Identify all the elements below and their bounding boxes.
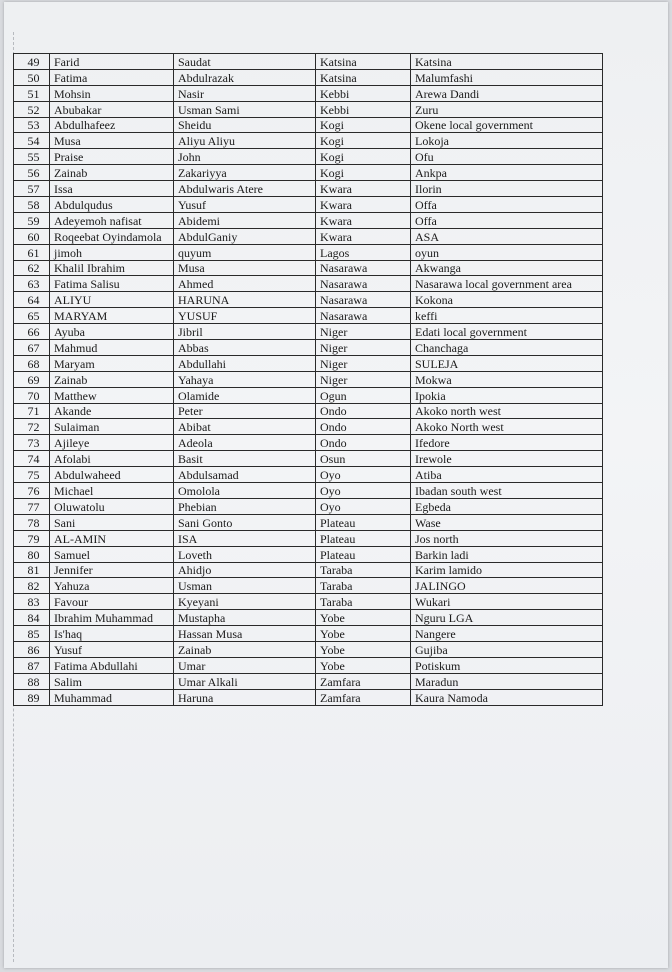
row-number-cell: 61 (14, 244, 50, 260)
row-number-cell: 64 (14, 292, 50, 308)
local-government-cell: Wase (411, 514, 603, 530)
last-name-cell: Sheidu (174, 117, 316, 133)
local-government-cell: Nangere (411, 626, 603, 642)
table-row (14, 403, 603, 419)
row-number-cell: 86 (14, 641, 50, 657)
local-government-cell: Ipokia (411, 387, 603, 403)
table-row (14, 85, 603, 101)
last-name-cell: Umar (174, 657, 316, 673)
first-name-cell: Fatima Abdullahi (50, 657, 174, 673)
state-cell: Kwara (316, 181, 411, 197)
state-cell: Ondo (316, 435, 411, 451)
table-row (14, 165, 603, 181)
table-row (14, 355, 603, 371)
first-name-cell: Roqeebat Oyindamola (50, 228, 174, 244)
table-row (14, 419, 603, 435)
last-name-cell: Basit (174, 451, 316, 467)
first-name-cell: Praise (50, 149, 174, 165)
table-row (14, 610, 603, 626)
table-row (14, 673, 603, 689)
local-government-cell: Chanchaga (411, 340, 603, 356)
table-row (14, 228, 603, 244)
state-cell: Oyo (316, 467, 411, 483)
state-cell: Nasarawa (316, 308, 411, 324)
state-cell: Taraba (316, 578, 411, 594)
local-government-cell: ASA (411, 228, 603, 244)
last-name-cell: ISA (174, 530, 316, 546)
row-number-cell: 68 (14, 355, 50, 371)
table-row (14, 546, 603, 562)
first-name-cell: Khalil Ibrahim (50, 260, 174, 276)
row-number-cell: 69 (14, 371, 50, 387)
local-government-cell: Offa (411, 197, 603, 213)
row-number-cell: 85 (14, 626, 50, 642)
last-name-cell: Zainab (174, 641, 316, 657)
row-number-cell: 78 (14, 514, 50, 530)
table-row (14, 435, 603, 451)
first-name-cell: Muhammad (50, 689, 174, 705)
last-name-cell: Adeola (174, 435, 316, 451)
first-name-cell: Issa (50, 181, 174, 197)
table-row (14, 133, 603, 149)
last-name-cell: Peter (174, 403, 316, 419)
first-name-cell: Maryam (50, 355, 174, 371)
row-number-cell: 58 (14, 197, 50, 213)
local-government-cell: Edati local government (411, 324, 603, 340)
row-number-cell: 57 (14, 181, 50, 197)
state-cell: Zamfara (316, 689, 411, 705)
last-name-cell: Abdulsamad (174, 467, 316, 483)
last-name-cell: Abdulwaris Atere (174, 181, 316, 197)
state-cell: Kebbi (316, 85, 411, 101)
table-row (14, 69, 603, 85)
first-name-cell: Fatima (50, 69, 174, 85)
state-cell: Yobe (316, 641, 411, 657)
row-number-cell: 66 (14, 324, 50, 340)
local-government-cell: Ifedore (411, 435, 603, 451)
last-name-cell: Ahmed (174, 276, 316, 292)
row-number-cell: 59 (14, 212, 50, 228)
row-number-cell: 79 (14, 530, 50, 546)
table-row (14, 530, 603, 546)
row-number-cell: 71 (14, 403, 50, 419)
row-number-cell: 81 (14, 562, 50, 578)
table-row (14, 498, 603, 514)
table-row (14, 657, 603, 673)
local-government-cell: Kokona (411, 292, 603, 308)
state-cell: Kwara (316, 197, 411, 213)
local-government-cell: Karim lamido (411, 562, 603, 578)
local-government-cell: Irewole (411, 451, 603, 467)
table-row (14, 244, 603, 260)
row-number-cell: 74 (14, 451, 50, 467)
row-number-cell: 65 (14, 308, 50, 324)
local-government-cell: Wukari (411, 594, 603, 610)
row-number-cell: 50 (14, 69, 50, 85)
state-cell: Kogi (316, 133, 411, 149)
local-government-cell: JALINGO (411, 578, 603, 594)
local-government-cell: Ankpa (411, 165, 603, 181)
last-name-cell: Jibril (174, 324, 316, 340)
last-name-cell: Mustapha (174, 610, 316, 626)
table-row (14, 641, 603, 657)
state-cell: Oyo (316, 483, 411, 499)
row-number-cell: 83 (14, 594, 50, 610)
first-name-cell: Abdulhafeez (50, 117, 174, 133)
first-name-cell: Favour (50, 594, 174, 610)
local-government-cell: Gujiba (411, 641, 603, 657)
table-row (14, 387, 603, 403)
row-number-cell: 84 (14, 610, 50, 626)
row-number-cell: 60 (14, 228, 50, 244)
last-name-cell: Ahidjo (174, 562, 316, 578)
table-row (14, 626, 603, 642)
table-row (14, 594, 603, 610)
table-row (14, 562, 603, 578)
row-number-cell: 56 (14, 165, 50, 181)
first-name-cell: Sani (50, 514, 174, 530)
last-name-cell: Aliyu Aliyu (174, 133, 316, 149)
row-number-cell: 89 (14, 689, 50, 705)
state-cell: Niger (316, 340, 411, 356)
table-row (14, 149, 603, 165)
row-number-cell: 77 (14, 498, 50, 514)
state-cell: Taraba (316, 594, 411, 610)
last-name-cell: Hassan Musa (174, 626, 316, 642)
table-row (14, 514, 603, 530)
local-government-cell: keffi (411, 308, 603, 324)
first-name-cell: Matthew (50, 387, 174, 403)
last-name-cell: Haruna (174, 689, 316, 705)
first-name-cell: Is'haq (50, 626, 174, 642)
state-cell: Kogi (316, 149, 411, 165)
local-government-cell: Maradun (411, 673, 603, 689)
roster-body (14, 54, 603, 706)
first-name-cell: Zainab (50, 165, 174, 181)
table-row (14, 292, 603, 308)
roster-table (13, 53, 603, 706)
first-name-cell: Abubakar (50, 101, 174, 117)
state-cell: Yobe (316, 626, 411, 642)
last-name-cell: Usman (174, 578, 316, 594)
local-government-cell: Akwanga (411, 260, 603, 276)
last-name-cell: Sani Gonto (174, 514, 316, 530)
state-cell: Zamfara (316, 673, 411, 689)
last-name-cell: Abbas (174, 340, 316, 356)
document-page (4, 2, 668, 968)
last-name-cell: Kyeyani (174, 594, 316, 610)
table-row (14, 54, 603, 70)
table-row (14, 689, 603, 705)
local-government-cell: Jos north (411, 530, 603, 546)
local-government-cell: Akoko north west (411, 403, 603, 419)
state-cell: Kwara (316, 228, 411, 244)
row-number-cell: 62 (14, 260, 50, 276)
last-name-cell: AbdulGaniy (174, 228, 316, 244)
first-name-cell: Ayuba (50, 324, 174, 340)
first-name-cell: Yahuza (50, 578, 174, 594)
first-name-cell: Oluwatolu (50, 498, 174, 514)
local-government-cell: Ilorin (411, 181, 603, 197)
row-number-cell: 55 (14, 149, 50, 165)
row-number-cell: 53 (14, 117, 50, 133)
local-government-cell: Nasarawa local government area (411, 276, 603, 292)
row-number-cell: 51 (14, 85, 50, 101)
first-name-cell: Yusuf (50, 641, 174, 657)
first-name-cell: Mohsin (50, 85, 174, 101)
local-government-cell: Ibadan south west (411, 483, 603, 499)
last-name-cell: Yusuf (174, 197, 316, 213)
state-cell: Yobe (316, 610, 411, 626)
row-number-cell: 73 (14, 435, 50, 451)
first-name-cell: Abdulwaheed (50, 467, 174, 483)
local-government-cell: Atiba (411, 467, 603, 483)
row-number-cell: 49 (14, 54, 50, 70)
state-cell: Ondo (316, 419, 411, 435)
local-government-cell: Barkin ladi (411, 546, 603, 562)
row-number-cell: 75 (14, 467, 50, 483)
state-cell: Niger (316, 355, 411, 371)
row-number-cell: 72 (14, 419, 50, 435)
first-name-cell: Mahmud (50, 340, 174, 356)
first-name-cell: Ibrahim Muhammad (50, 610, 174, 626)
last-name-cell: Olamide (174, 387, 316, 403)
last-name-cell: Phebian (174, 498, 316, 514)
table-row (14, 117, 603, 133)
row-number-cell: 67 (14, 340, 50, 356)
state-cell: Niger (316, 371, 411, 387)
state-cell: Nasarawa (316, 260, 411, 276)
local-government-cell: Malumfashi (411, 69, 603, 85)
local-government-cell: Kaura Namoda (411, 689, 603, 705)
last-name-cell: Musa (174, 260, 316, 276)
local-government-cell: Lokoja (411, 133, 603, 149)
state-cell: Ogun (316, 387, 411, 403)
local-government-cell: Arewa Dandi (411, 85, 603, 101)
last-name-cell: Umar Alkali (174, 673, 316, 689)
state-cell: Plateau (316, 530, 411, 546)
state-cell: Oyo (316, 498, 411, 514)
state-cell: Kebbi (316, 101, 411, 117)
first-name-cell: ALIYU (50, 292, 174, 308)
local-government-cell: Akoko North west (411, 419, 603, 435)
first-name-cell: Sulaiman (50, 419, 174, 435)
table-row (14, 467, 603, 483)
first-name-cell: Jennifer (50, 562, 174, 578)
first-name-cell: Afolabi (50, 451, 174, 467)
row-number-cell: 80 (14, 546, 50, 562)
state-cell: Plateau (316, 546, 411, 562)
state-cell: Yobe (316, 657, 411, 673)
first-name-cell: Salim (50, 673, 174, 689)
last-name-cell: Yahaya (174, 371, 316, 387)
local-government-cell: Nguru LGA (411, 610, 603, 626)
row-number-cell: 63 (14, 276, 50, 292)
state-cell: Taraba (316, 562, 411, 578)
last-name-cell: Loveth (174, 546, 316, 562)
local-government-cell: Potiskum (411, 657, 603, 673)
table-row (14, 483, 603, 499)
local-government-cell: Offa (411, 212, 603, 228)
first-name-cell: MARYAM (50, 308, 174, 324)
last-name-cell: Nasir (174, 85, 316, 101)
row-number-cell: 52 (14, 101, 50, 117)
local-government-cell: SULEJA (411, 355, 603, 371)
first-name-cell: Fatima Salisu (50, 276, 174, 292)
row-number-cell: 70 (14, 387, 50, 403)
first-name-cell: Ajileye (50, 435, 174, 451)
last-name-cell: Abidemi (174, 212, 316, 228)
row-number-cell: 88 (14, 673, 50, 689)
last-name-cell: quyum (174, 244, 316, 260)
state-cell: Niger (316, 324, 411, 340)
first-name-cell: AL-AMIN (50, 530, 174, 546)
local-government-cell: Ofu (411, 149, 603, 165)
state-cell: Kwara (316, 212, 411, 228)
table-row (14, 371, 603, 387)
table-row (14, 212, 603, 228)
first-name-cell: Michael (50, 483, 174, 499)
last-name-cell: Abdulrazak (174, 69, 316, 85)
state-cell: Ondo (316, 403, 411, 419)
state-cell: Kogi (316, 165, 411, 181)
row-number-cell: 82 (14, 578, 50, 594)
table-row (14, 181, 603, 197)
state-cell: Katsina (316, 69, 411, 85)
local-government-cell: oyun (411, 244, 603, 260)
table-row (14, 101, 603, 117)
table-row (14, 260, 603, 276)
first-name-cell: Farid (50, 54, 174, 70)
state-cell: Nasarawa (316, 276, 411, 292)
first-name-cell: Akande (50, 403, 174, 419)
state-cell: Kogi (316, 117, 411, 133)
table-row (14, 276, 603, 292)
table-row (14, 308, 603, 324)
local-government-cell: Mokwa (411, 371, 603, 387)
first-name-cell: Abdulqudus (50, 197, 174, 213)
first-name-cell: Zainab (50, 371, 174, 387)
state-cell: Lagos (316, 244, 411, 260)
table-row (14, 451, 603, 467)
last-name-cell: Abibat (174, 419, 316, 435)
last-name-cell: Saudat (174, 54, 316, 70)
last-name-cell: John (174, 149, 316, 165)
last-name-cell: Usman Sami (174, 101, 316, 117)
row-number-cell: 76 (14, 483, 50, 499)
table-row (14, 578, 603, 594)
row-number-cell: 54 (14, 133, 50, 149)
local-government-cell: Zuru (411, 101, 603, 117)
table-row (14, 340, 603, 356)
state-cell: Katsina (316, 54, 411, 70)
first-name-cell: Musa (50, 133, 174, 149)
first-name-cell: jimoh (50, 244, 174, 260)
last-name-cell: YUSUF (174, 308, 316, 324)
first-name-cell: Samuel (50, 546, 174, 562)
last-name-cell: Zakariyya (174, 165, 316, 181)
state-cell: Osun (316, 451, 411, 467)
last-name-cell: Abdullahi (174, 355, 316, 371)
table-row (14, 324, 603, 340)
row-number-cell: 87 (14, 657, 50, 673)
last-name-cell: Omolola (174, 483, 316, 499)
first-name-cell: Adeyemoh nafisat (50, 212, 174, 228)
state-cell: Nasarawa (316, 292, 411, 308)
state-cell: Plateau (316, 514, 411, 530)
table-row (14, 197, 603, 213)
local-government-cell: Katsina (411, 54, 603, 70)
last-name-cell: HARUNA (174, 292, 316, 308)
local-government-cell: Okene local government (411, 117, 603, 133)
local-government-cell: Egbeda (411, 498, 603, 514)
